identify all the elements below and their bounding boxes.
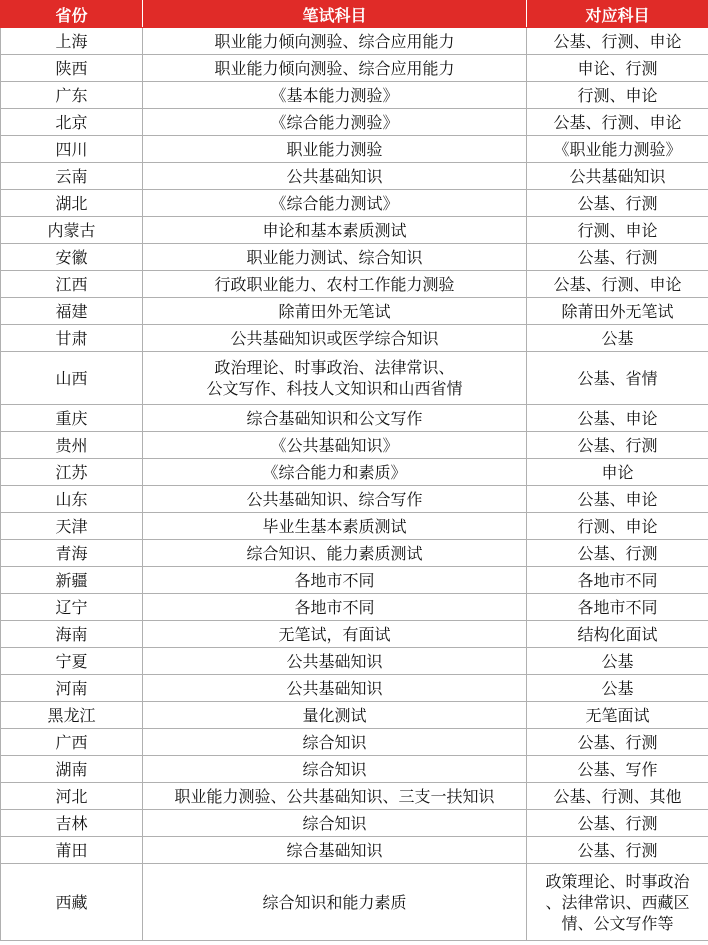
- mapping-cell: [527, 567, 708, 594]
- mapping-cell-line: 公基、行测: [577, 435, 658, 455]
- mapping-cell-line: 公基: [601, 651, 634, 671]
- province-cell: 北京: [1, 109, 143, 136]
- mapping-cell: [527, 837, 708, 864]
- mapping-cell-line: 各地市不同: [577, 597, 658, 617]
- subject-cell: [143, 837, 527, 864]
- subject-cell: [143, 163, 527, 190]
- province-cell: 湖南: [1, 756, 143, 783]
- subject-cell: [143, 190, 527, 217]
- table-row: [1, 837, 708, 864]
- subject-cell-line: 综合基础知识: [286, 840, 383, 860]
- province-cell: 宁夏: [1, 648, 143, 675]
- province-cell: 贵州: [1, 432, 143, 459]
- subject-cell: [143, 513, 527, 540]
- subject-cell-line: 行政职业能力、农村工作能力测验: [214, 274, 455, 294]
- mapping-cell: [527, 459, 708, 486]
- header-province: 省份: [1, 1, 143, 28]
- table-row: [1, 271, 708, 298]
- province-cell: 山东: [1, 486, 143, 513]
- table-row: [1, 567, 708, 594]
- mapping-cell-line: 公基、省情: [577, 368, 658, 388]
- province-cell: 广西: [1, 729, 143, 756]
- header-row: [1, 1, 708, 28]
- mapping-cell: [527, 244, 708, 271]
- province-cell: 江西: [1, 271, 143, 298]
- subject-cell: [143, 271, 527, 298]
- subject-cell-line: 综合知识: [302, 732, 367, 752]
- subject-cell-line: 政治理论、时事政治、法律常识、: [214, 358, 455, 377]
- table-row: [1, 82, 708, 109]
- table-row: [1, 459, 708, 486]
- province-cell: 陕西: [1, 55, 143, 82]
- header-subject: 笔试科目: [143, 1, 527, 28]
- mapping-cell-line: 公基、申论: [577, 489, 658, 509]
- mapping-cell: [527, 217, 708, 244]
- mapping-cell-line: 政策理论、时事政治: [545, 871, 690, 891]
- mapping-cell-line: 结构化面试: [577, 624, 658, 644]
- table-row: [1, 190, 708, 217]
- mapping-cell: [527, 675, 708, 702]
- subject-cell: [143, 109, 527, 136]
- subject-cell: [143, 729, 527, 756]
- table-row: [1, 783, 708, 810]
- mapping-cell-line: 公基、写作: [577, 759, 658, 779]
- subject-cell-line: 《综合能力测试》: [270, 193, 399, 213]
- table-row: [1, 163, 708, 190]
- header-mapping: 对应科目: [527, 1, 708, 28]
- mapping-cell: [527, 513, 708, 540]
- table-row: [1, 756, 708, 783]
- mapping-cell: [527, 864, 708, 941]
- mapping-cell-line: 公基、行测: [577, 813, 658, 833]
- mapping-cell-line: 公基、行测、申论: [553, 31, 682, 51]
- subject-cell-line: 公共基础知识或医学综合知识: [230, 328, 439, 348]
- mapping-cell-line: 公基、申论: [577, 408, 658, 428]
- subject-cell-line: 无笔试，有面试: [278, 624, 391, 644]
- table-row: [1, 109, 708, 136]
- province-cell: 安徽: [1, 244, 143, 271]
- mapping-cell: [527, 28, 708, 55]
- province-cell: 吉林: [1, 810, 143, 837]
- province-cell: 福建: [1, 298, 143, 325]
- subject-cell-line: 除莆田外无笔试: [278, 301, 391, 321]
- mapping-cell: [527, 82, 708, 109]
- subject-cell: [143, 756, 527, 783]
- subject-cell: [143, 136, 527, 163]
- province-cell: 新疆: [1, 567, 143, 594]
- mapping-cell: [527, 702, 708, 729]
- mapping-cell-line: 公共基础知识: [569, 166, 666, 186]
- mapping-cell: [527, 109, 708, 136]
- subject-cell-line: 各地市不同: [294, 597, 375, 617]
- province-cell: 云南: [1, 163, 143, 190]
- province-cell: 湖北: [1, 190, 143, 217]
- table-row: [1, 621, 708, 648]
- province-cell: 上海: [1, 28, 143, 55]
- subject-cell: [143, 594, 527, 621]
- subject-cell-line: 职业能力测验: [286, 139, 383, 159]
- table-row: [1, 432, 708, 459]
- mapping-cell: [527, 783, 708, 810]
- table-header: [1, 1, 708, 28]
- table-row: [1, 675, 708, 702]
- province-cell: 黑龙江: [1, 702, 143, 729]
- subject-cell: [143, 702, 527, 729]
- province-cell: 天津: [1, 513, 143, 540]
- province-cell: 甘肃: [1, 325, 143, 352]
- subject-cell: [143, 217, 527, 244]
- subject-cell-line: 公共基础知识: [286, 166, 383, 186]
- subject-cell-line: 《综合能力测验》: [270, 112, 399, 132]
- subject-cell: [143, 432, 527, 459]
- table-row: [1, 729, 708, 756]
- mapping-cell-line: 《职业能力测验》: [553, 139, 682, 159]
- mapping-cell: [527, 271, 708, 298]
- table-row: [1, 405, 708, 432]
- subject-cell-line: 综合知识: [302, 813, 367, 833]
- province-cell: 莆田: [1, 837, 143, 864]
- table-row: [1, 217, 708, 244]
- table-row: [1, 325, 708, 352]
- subject-cell: [143, 405, 527, 432]
- subject-cell-line: 《基本能力测验》: [270, 85, 399, 105]
- province-cell: 西藏: [1, 864, 143, 941]
- mapping-cell: [527, 298, 708, 325]
- subject-cell-line: 综合基础知识和公文写作: [246, 408, 423, 428]
- table-row: [1, 810, 708, 837]
- subject-cell: [143, 621, 527, 648]
- subject-cell: [143, 810, 527, 837]
- subject-cell: [143, 864, 527, 941]
- subject-cell-line: 公文写作、科技人文知识和山西省情: [206, 379, 463, 398]
- table-row: [1, 594, 708, 621]
- mapping-cell-line: 、法律常识、西藏区: [545, 892, 690, 912]
- mapping-cell: [527, 325, 708, 352]
- subject-cell-line: 《综合能力和素质》: [262, 462, 407, 482]
- province-cell: 广东: [1, 82, 143, 109]
- table-row: [1, 864, 708, 941]
- subject-cell-line: 综合知识和能力素质: [262, 892, 407, 912]
- subject-cell-line: 公共基础知识: [286, 651, 383, 671]
- mapping-cell-line: 申论、行测: [577, 58, 658, 78]
- mapping-cell-line: 公基、行测: [577, 193, 658, 213]
- subject-cell-line: 毕业生基本素质测试: [262, 516, 407, 536]
- subject-cell-line: 量化测试: [302, 705, 367, 725]
- subject-cell-line: 职业能力测试、综合知识: [246, 247, 423, 267]
- mapping-cell-line: 情、公文写作等: [561, 913, 674, 933]
- table-row: [1, 298, 708, 325]
- subject-cell-line: 公共基础知识: [286, 678, 383, 698]
- subject-cell-line: 《公共基础知识》: [270, 435, 399, 455]
- mapping-cell-line: 公基、行测: [577, 732, 658, 752]
- province-cell: 四川: [1, 136, 143, 163]
- mapping-cell-line: 行测、申论: [577, 516, 658, 536]
- mapping-cell-line: 行测、申论: [577, 85, 658, 105]
- subject-cell-line: 综合知识、能力素质测试: [246, 543, 423, 563]
- table-row: [1, 136, 708, 163]
- subject-cell-line: 各地市不同: [294, 570, 375, 590]
- mapping-cell: [527, 190, 708, 217]
- province-cell: 河南: [1, 675, 143, 702]
- table-row: [1, 244, 708, 271]
- mapping-cell-line: 公基、行测: [577, 543, 658, 563]
- mapping-cell: [527, 432, 708, 459]
- subject-cell: [143, 298, 527, 325]
- mapping-cell-line: 各地市不同: [577, 570, 658, 590]
- mapping-cell: [527, 594, 708, 621]
- subject-cell: [143, 325, 527, 352]
- mapping-cell-line: 公基: [601, 678, 634, 698]
- subject-cell: [143, 648, 527, 675]
- subject-cell: [143, 783, 527, 810]
- subject-cell: [143, 486, 527, 513]
- subject-cell-line: 公共基础知识、综合写作: [246, 489, 423, 509]
- table-row: [1, 28, 708, 55]
- subject-cell: [143, 675, 527, 702]
- mapping-cell: [527, 55, 708, 82]
- mapping-cell-line: 无笔面试: [585, 705, 650, 725]
- mapping-cell: [527, 756, 708, 783]
- mapping-cell: [527, 163, 708, 190]
- mapping-cell: [527, 621, 708, 648]
- subject-cell: [143, 567, 527, 594]
- mapping-cell: [527, 405, 708, 432]
- mapping-cell: [527, 352, 708, 405]
- mapping-cell: [527, 729, 708, 756]
- subject-cell-line: 职业能力测验、公共基础知识、三支一扶知识: [174, 786, 495, 806]
- table-row: [1, 648, 708, 675]
- province-cell: 海南: [1, 621, 143, 648]
- province-cell: 江苏: [1, 459, 143, 486]
- mapping-cell: [527, 540, 708, 567]
- province-cell: 河北: [1, 783, 143, 810]
- subject-cell-line: 综合知识: [302, 759, 367, 779]
- mapping-cell-line: 公基: [601, 328, 634, 348]
- province-cell: 重庆: [1, 405, 143, 432]
- mapping-cell: [527, 486, 708, 513]
- subject-cell: [143, 540, 527, 567]
- subject-cell: [143, 459, 527, 486]
- mapping-cell-line: 公基、行测、申论: [553, 274, 682, 294]
- subject-cell: [143, 244, 527, 271]
- mapping-cell-line: 公基、行测、其他: [553, 786, 682, 806]
- province-cell: 青海: [1, 540, 143, 567]
- mapping-cell-line: 申论: [601, 462, 634, 482]
- subject-cell-line: 职业能力倾向测验、综合应用能力: [214, 31, 455, 51]
- province-cell: 辽宁: [1, 594, 143, 621]
- province-cell: 内蒙古: [1, 217, 143, 244]
- subject-cell-line: 职业能力倾向测验、综合应用能力: [214, 58, 455, 78]
- mapping-cell: [527, 136, 708, 163]
- subject-cell: [143, 28, 527, 55]
- mapping-cell-line: 行测、申论: [577, 220, 658, 240]
- province-cell: 山西: [1, 352, 143, 405]
- mapping-cell-line: 公基、行测、申论: [553, 112, 682, 132]
- table-row: [1, 540, 708, 567]
- table-row: [1, 486, 708, 513]
- subject-cell-line: 申论和基本素质测试: [262, 220, 407, 240]
- subject-cell: [143, 55, 527, 82]
- subject-cell: [143, 352, 527, 405]
- table-row: [1, 55, 708, 82]
- table-body: [1, 28, 708, 941]
- table-row: [1, 702, 708, 729]
- subject-cell: [143, 82, 527, 109]
- mapping-cell-line: 公基、行测: [577, 247, 658, 267]
- mapping-cell: [527, 648, 708, 675]
- mapping-cell-line: 除莆田外无笔试: [561, 301, 674, 321]
- mapping-cell-line: 公基、行测: [577, 840, 658, 860]
- table-row: [1, 352, 708, 405]
- mapping-cell: [527, 810, 708, 837]
- table-row: [1, 513, 708, 540]
